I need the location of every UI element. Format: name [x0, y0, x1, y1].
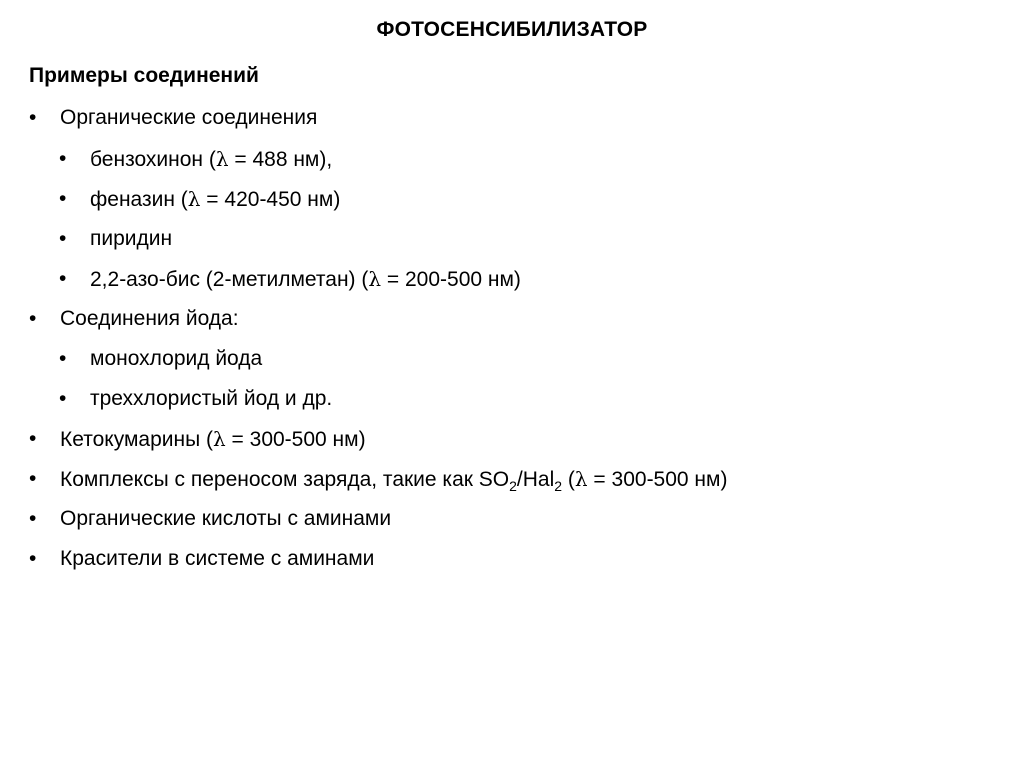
list-item-text: пиридин: [90, 227, 173, 250]
list-item-text: 2,2-азо-бис (2-метилметан) (λ = 200-500 нм): [90, 267, 521, 291]
list-item-text: Кетокумарины (λ = 300-500 нм): [60, 427, 366, 451]
list-item-text: Комплексы с переносом заряда, такие как $SO_2/Hal_2$ (λ = 300-500 нм): [60, 467, 728, 494]
bullet-icon: •: [59, 387, 67, 410]
lambda-symbol: λ: [213, 427, 226, 451]
bullet-icon: •: [59, 227, 67, 250]
lambda-symbol: λ: [368, 267, 382, 291]
list-item-text: Органические соединения: [60, 106, 318, 129]
list-item-text: феназин (λ = 420-450 нм): [90, 187, 341, 211]
subscript: 2: [509, 478, 517, 494]
list-item-text: Органические кислоты с аминами: [60, 507, 392, 530]
list-item-text: монохлорид йода: [90, 347, 263, 370]
bullet-icon: •: [59, 147, 67, 170]
bullet-icon: •: [59, 187, 67, 210]
lambda-symbol: λ: [215, 147, 229, 171]
list-item-text: бензохинон (λ = 488 нм),: [90, 147, 333, 171]
bullet-icon: •: [29, 307, 37, 330]
list-item-text: треххлористый йод и др.: [90, 387, 333, 410]
section-heading: Примеры соединений: [29, 64, 259, 87]
bullet-icon: •: [29, 106, 37, 129]
lambda-symbol: λ: [187, 187, 201, 211]
bullet-icon: •: [59, 267, 67, 290]
bullet-icon: •: [29, 547, 37, 570]
slide-title: ФОТОСЕНСИБИЛИЗАТОР: [376, 18, 648, 41]
bullet-icon: •: [29, 507, 37, 530]
lambda-symbol: λ: [574, 467, 588, 491]
bullet-icon: •: [29, 427, 37, 450]
list-item-text: Соединения йода:: [60, 307, 239, 330]
subscript: 2: [554, 478, 563, 494]
list-item-text: Красители в системе с аминами: [60, 547, 375, 570]
bullet-icon: •: [59, 347, 67, 370]
bullet-icon: •: [29, 467, 37, 490]
